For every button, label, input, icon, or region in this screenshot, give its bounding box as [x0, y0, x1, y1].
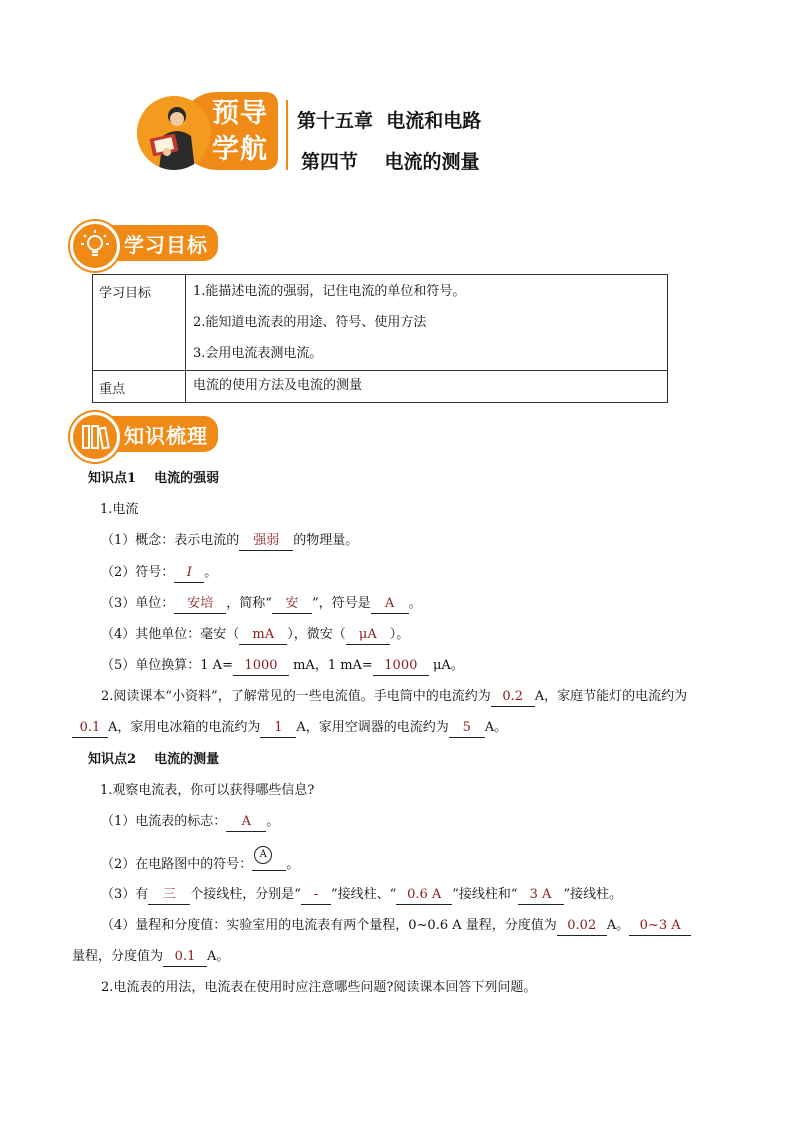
answer-blank: 1000 — [373, 657, 429, 676]
text: （5）单位换算：1 A= — [101, 658, 233, 673]
text: （1）概念：表示电流的 — [101, 533, 240, 548]
goals-tag — [70, 221, 220, 263]
text: A，家用电冰箱的电流约为 — [108, 720, 261, 735]
text: （3）有 — [101, 887, 149, 902]
answer-blank: A — [226, 813, 266, 832]
reading-person-illustration — [137, 96, 211, 170]
text: ”接线柱和“ — [452, 887, 518, 902]
ammeter-symbol-blank — [252, 850, 286, 871]
kp2-line3 — [101, 886, 622, 905]
goals-table — [92, 274, 668, 403]
kp2-line1 — [101, 813, 279, 832]
books-icon — [70, 412, 120, 462]
kp1-line4 — [101, 626, 409, 645]
text: ，简称“ — [226, 596, 272, 611]
answer-blank: 0.6 A — [396, 886, 452, 905]
kp1-sub1: 1.电流 — [100, 502, 139, 517]
kp2-line4b — [72, 948, 229, 967]
kp2-sub2: 2.电流表的用法，电流表在使用时应注意哪些问题?阅读课本回答下列问题。 — [101, 980, 537, 995]
answer-blank: 0.02 — [557, 917, 607, 936]
text: ”接线柱、“ — [330, 887, 397, 902]
ammeter-circle-icon: A — [254, 846, 272, 864]
chapter-title: 第十五章 电流和电路 — [297, 110, 482, 132]
text: ）。 — [389, 627, 410, 642]
lightbulb-icon — [70, 221, 120, 271]
answer-blank: 0.1 — [163, 948, 207, 967]
text: 。 — [408, 596, 422, 611]
kp2-title: 知识点2 电流的测量 — [88, 752, 220, 767]
answer-blank: μA — [346, 626, 390, 645]
text: ），微安（ — [287, 627, 346, 642]
text: （1）电流表的标志： — [101, 814, 227, 829]
text: A。 — [606, 918, 630, 933]
kp2-line4a — [101, 917, 691, 936]
text: 个接线柱，分别是“ — [190, 887, 301, 902]
badge-line-1: 预导 — [212, 98, 268, 129]
answer-blank: 强弱 — [239, 532, 293, 551]
section-title: 第四节 电流的测量 — [301, 151, 480, 173]
answer-blank: 1 — [260, 719, 296, 738]
answer-blank: I — [174, 564, 204, 583]
answer-blank: - — [301, 886, 331, 905]
goal-item: 3.会用电流表测电流。 — [193, 346, 323, 361]
kp2-sub1: 1.观察电流表，你可以获得哪些信息? — [100, 783, 315, 798]
kp1-line1 — [101, 532, 358, 551]
text: 量程，分度值为 — [72, 949, 164, 964]
text: 。 — [204, 565, 218, 580]
header-separator — [286, 100, 288, 170]
answer-blank: mA — [239, 626, 287, 645]
text: 。 — [286, 857, 300, 872]
text: （2）在电路图中的符号： — [101, 857, 253, 872]
answer-blank: 3 A — [518, 886, 564, 905]
goal-item: 1.能描述电流的强弱，记住电流的单位和符号。 — [193, 284, 466, 299]
answer-blank: 1000 — [233, 657, 289, 676]
text: A。 — [484, 720, 508, 735]
text: mA，1 mA= — [288, 658, 373, 673]
text: 的物理量。 — [293, 533, 359, 548]
kp1-sub2-line1 — [101, 688, 687, 707]
focus-text: 电流的使用方法及电流的测量 — [193, 378, 363, 393]
text: 。 — [266, 814, 280, 829]
kp1-line2 — [101, 564, 217, 583]
table-row — [93, 371, 668, 403]
text: A，家用空调器的电流约为 — [296, 720, 449, 735]
text: （4）量程和分度值：实验室用的电流表有两个量程，0~0.6 A 量程，分度值为 — [101, 918, 557, 933]
answer-blank: 0.2 — [491, 688, 535, 707]
answer-blank: 安 — [272, 595, 312, 614]
kp1-line5 — [101, 657, 464, 676]
text: 2.阅读课本“小资料”，了解常见的一些电流值。手电筒中的电流约为 — [101, 689, 491, 704]
answer-blank: 0~3 A — [629, 917, 691, 936]
answer-blank: 安培 — [174, 595, 226, 614]
text: ”，符号是 — [311, 596, 371, 611]
text: （4）其他单位：毫安（ — [101, 627, 240, 642]
badge-line-2: 学航 — [212, 134, 268, 165]
text: A，家庭节能灯的电流约为 — [534, 689, 688, 704]
text: （3）单位： — [101, 596, 175, 611]
text: μA。 — [428, 658, 464, 673]
kp2-line2 — [101, 850, 299, 874]
text: ”接线柱。 — [563, 887, 623, 902]
knowledge-tag-label: 知识梳理 — [124, 424, 208, 448]
goals-items-cell — [186, 275, 668, 371]
kp1-line3 — [101, 595, 422, 614]
answer-blank: 三 — [148, 886, 190, 905]
answer-blank: 0.1 — [72, 719, 108, 738]
focus-head-cell: 重点 — [93, 371, 186, 403]
kp1-sub2-line2 — [72, 719, 507, 738]
badge-text — [212, 96, 272, 168]
goal-item: 2.能知道电流表的用途、符号、使用方法 — [193, 315, 427, 330]
answer-blank: A — [371, 595, 409, 614]
goals-tag-label: 学习目标 — [124, 233, 208, 257]
table-row — [93, 275, 668, 371]
knowledge-tag — [70, 412, 220, 454]
goals-head-cell: 学习目标 — [93, 275, 186, 371]
text: A。 — [207, 949, 230, 964]
focus-text-cell — [186, 371, 668, 403]
kp1-title: 知识点1 电流的强弱 — [88, 471, 220, 486]
text: （2）符号： — [101, 565, 175, 580]
answer-blank: 5 — [449, 719, 485, 738]
